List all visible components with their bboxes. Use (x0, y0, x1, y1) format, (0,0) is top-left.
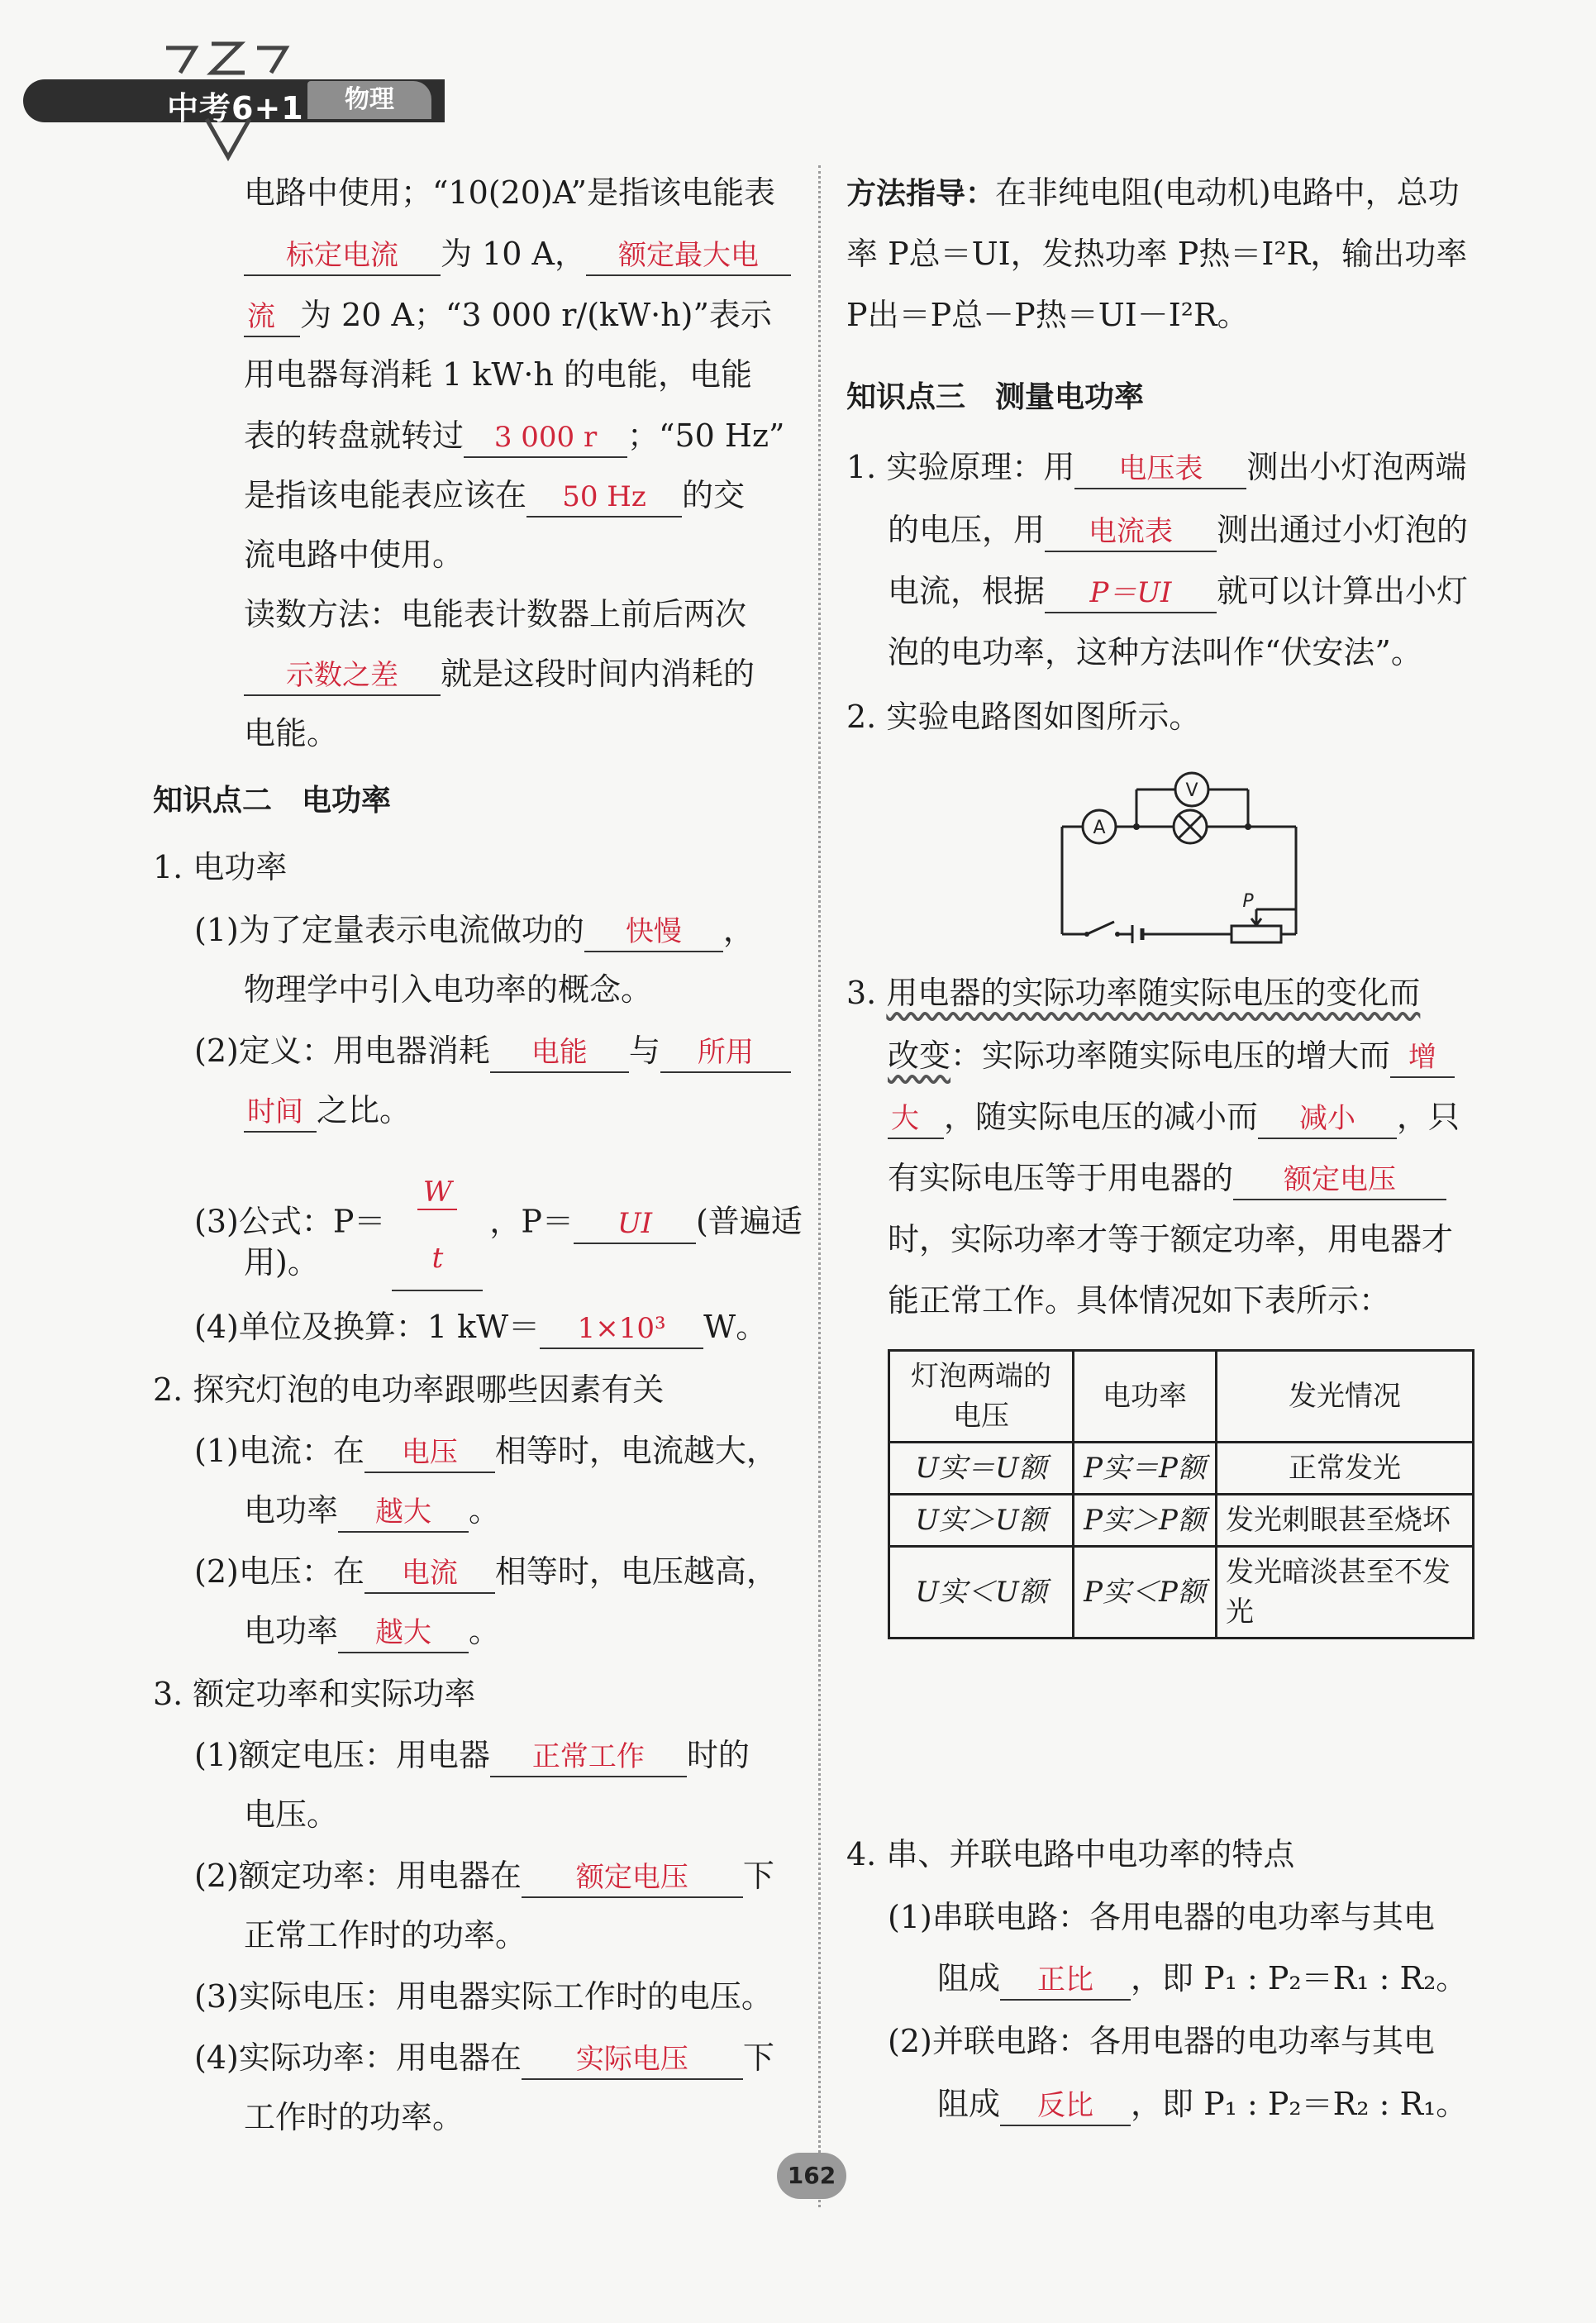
table-header-cell: 灯泡两端的电压 (889, 1351, 1074, 1443)
table-row (889, 1495, 1474, 1547)
table-cell: 发光刺眼甚至烧坏 (1217, 1495, 1474, 1547)
text-line: 4. 串、并联电路中电功率的特点 (846, 1836, 1295, 1872)
answer-blank: 正常工作 (490, 1738, 687, 1777)
text-line: P出＝P总－P热＝UI－I²R。 (846, 297, 1249, 333)
text-line: 大 ，随实际电压的减小而 减小 ，只 (888, 1096, 1460, 1139)
answer-blank: 示数之差 (244, 656, 441, 696)
text-line: 工作时的功率。 (244, 2099, 465, 2135)
text-line: 表的转盘就转过 3 000 r ；“50 Hz” (244, 415, 784, 458)
page-number: 162 (777, 2153, 846, 2199)
answer-blank: 电压 (364, 1433, 495, 1473)
answer-blank: 标定电流 (244, 236, 441, 276)
series-logo: 中考6+1 (167, 90, 304, 126)
text-line: 3. 额定功率和实际功率 (153, 1676, 476, 1712)
method-label: 方法指导： (846, 177, 996, 211)
logo-chevron-icon (162, 40, 294, 81)
text-line: 能正常工作。具体情况如下表所示： (888, 1282, 1391, 1319)
answer-blank: 快慢 (584, 913, 723, 952)
text-line: 1. 实验原理：用 电压表 测出小灯泡两端 (846, 446, 1466, 489)
table-header-cell: 发光情况 (1217, 1351, 1474, 1443)
answer-blank: P＝UI (1045, 574, 1217, 613)
text-line: 时间 之比。 (244, 1090, 411, 1133)
ammeter-label: A (1093, 818, 1106, 838)
section-heading: 知识点二 电功率 (153, 784, 392, 818)
answer-blank: UI (574, 1204, 696, 1244)
answer-blank: 反比 (1000, 2087, 1131, 2126)
text-line: 阻成 反比 ，即 P₁ : P₂＝R₂ : R₁。 (937, 2083, 1467, 2126)
text-line: 用电器每消耗 1 kW·h 的电能，电能 (244, 356, 753, 393)
table-cell: P实＜P额 (1074, 1547, 1217, 1639)
answer-blank: 所用 (660, 1033, 791, 1073)
text-line: 电流，根据 P＝UI 就可以计算出小灯 (888, 570, 1468, 613)
text-line: 1. 电功率 (153, 849, 288, 885)
text-line: 时，实际功率才等于额定功率，用电器才 (888, 1221, 1454, 1257)
subject-tag: 物理 (307, 81, 431, 119)
answer-blank: 时间 (244, 1093, 317, 1133)
text-line: 流 为 20 A；“3 000 r/(kW·h)”表示 (244, 294, 772, 337)
answer-blank: 实际电压 (522, 2040, 743, 2080)
fraction-w-over-t: $\frac{W}{t}$ (392, 1157, 483, 1291)
text-line: (2)并联电路：各用电器的电功率与其电 (888, 2023, 1435, 2059)
text-line: (1)为了定量表示电流做功的 快慢 ， (194, 909, 755, 952)
text-line: 用)。 (244, 1244, 319, 1281)
text-line: 电功率 越大 。 (244, 1610, 500, 1653)
slider-label: P (1242, 891, 1254, 912)
answer-blank: 流 (244, 298, 300, 337)
formula-line: (3)公式：$P= \frac{W}{t}$ ，P＝ UI (普遍适 (194, 1157, 803, 1291)
text-line: 3. 用电器的实际功率随实际电压的变化而 (846, 975, 1421, 1011)
text-line: (1)额定电压：用电器 正常工作 时的 (194, 1734, 750, 1777)
text-line: (4)单位及换算：1 kW＝ 1×10³ W。 (194, 1306, 767, 1349)
method-guide: 方法指导：在非纯电阻(电动机)电路中，总功 (846, 174, 1460, 211)
table-cell: 发光暗淡甚至不发光 (1217, 1547, 1474, 1639)
text-line: 读数方法：电能表计数器上前后两次 (244, 596, 747, 632)
text-line: 正常工作时的功率。 (244, 1917, 527, 1953)
answer-blank: 电压表 (1074, 450, 1246, 489)
answer-blank: 额定最大电 (586, 236, 791, 276)
text-line: 电压。 (244, 1796, 339, 1833)
circuit-diagram (1050, 756, 1322, 947)
answer-blank: 大 (888, 1099, 944, 1139)
text-line: (2)额定功率：用电器在 额定电压 下 (194, 1855, 774, 1898)
answer-blank: 减小 (1258, 1099, 1397, 1139)
answer-blank: 1×10³ (540, 1309, 703, 1349)
text-line: 的电压，用 电流表 测出通过小灯泡的 (888, 509, 1468, 552)
text-line: 2. 探究灯泡的电功率跟哪些因素有关 (153, 1371, 665, 1408)
text-line: 改变：实际功率随实际电压的增大而 增 (888, 1035, 1455, 1078)
text-line: 泡的电功率，这种方法叫作“伏安法”。 (888, 634, 1422, 670)
voltmeter-label: V (1185, 780, 1198, 801)
power-comparison-table (888, 1349, 1475, 1639)
text-line: (2)电压：在 电流 相等时，电压越高， (194, 1551, 778, 1594)
table-row (889, 1547, 1474, 1639)
table-cell: 正常发光 (1217, 1443, 1474, 1495)
text-line: 电能。 (244, 715, 339, 751)
table-header-cell: 电功率 (1074, 1351, 1217, 1443)
answer-blank: 越大 (338, 1614, 469, 1653)
column-divider (818, 165, 821, 2207)
text-line: 电功率 越大 。 (244, 1490, 500, 1533)
answer-blank: 额定电压 (522, 1858, 743, 1898)
table-cell: U实＞U额 (889, 1495, 1074, 1547)
answer-blank: 电能 (490, 1033, 629, 1073)
text-line: (2)定义：用电器消耗 电能 与 所用 (194, 1030, 791, 1073)
table-cell: P实＝P额 (1074, 1443, 1217, 1495)
table-row (889, 1443, 1474, 1495)
answer-blank: 增 (1390, 1038, 1455, 1078)
answer-blank: 正比 (1000, 1961, 1131, 2001)
table-cell: U实＝U额 (889, 1443, 1074, 1495)
answer-blank: 电流表 (1045, 513, 1217, 552)
answer-blank: 50 Hz (526, 478, 682, 518)
text-line: 2. 实验电路图如图所示。 (846, 699, 1201, 735)
answer-blank: 电流 (364, 1554, 495, 1594)
text-line: 标定电流 为 10 A， 额定最大电 (244, 233, 791, 276)
answer-blank: 3 000 r (464, 418, 627, 458)
answer-blank: 额定电压 (1233, 1161, 1446, 1200)
table-header-row (889, 1351, 1474, 1443)
text-line: 率 P总＝UI，发热功率 P热＝I²R，输出功率 (846, 236, 1468, 272)
text-line: (4)实际功率：用电器在 实际电压 下 (194, 2037, 774, 2080)
text-line: 物理学中引入电功率的概念。 (244, 971, 653, 1008)
text-line: 阻成 正比 ，即 P₁ : P₂＝R₁ : R₂。 (937, 1958, 1467, 2001)
logo-v-icon (203, 116, 253, 161)
text-line: 示数之差 就是这段时间内消耗的 (244, 653, 755, 696)
text-line: (1)电流：在 电压 相等时，电流越大， (194, 1430, 778, 1473)
table-cell: U实＜U额 (889, 1547, 1074, 1639)
text-line: (3)实际电压：用电器实际工作时的电压。 (194, 1978, 773, 2015)
table-cell: P实＞P额 (1074, 1495, 1217, 1547)
answer-blank: 越大 (338, 1493, 469, 1533)
section-heading: 知识点三 测量电功率 (846, 380, 1145, 414)
text-line: 有实际电压等于用电器的 额定电压 (888, 1157, 1446, 1200)
text-line: 流电路中使用。 (244, 537, 465, 573)
text-line: 电路中使用；“10(20)A”是指该电能表 (244, 174, 776, 211)
text-line: 是指该电能表应该在 50 Hz 的交 (244, 475, 745, 518)
text-line: (1)串联电路：各用电器的电功率与其电 (888, 1899, 1435, 1935)
